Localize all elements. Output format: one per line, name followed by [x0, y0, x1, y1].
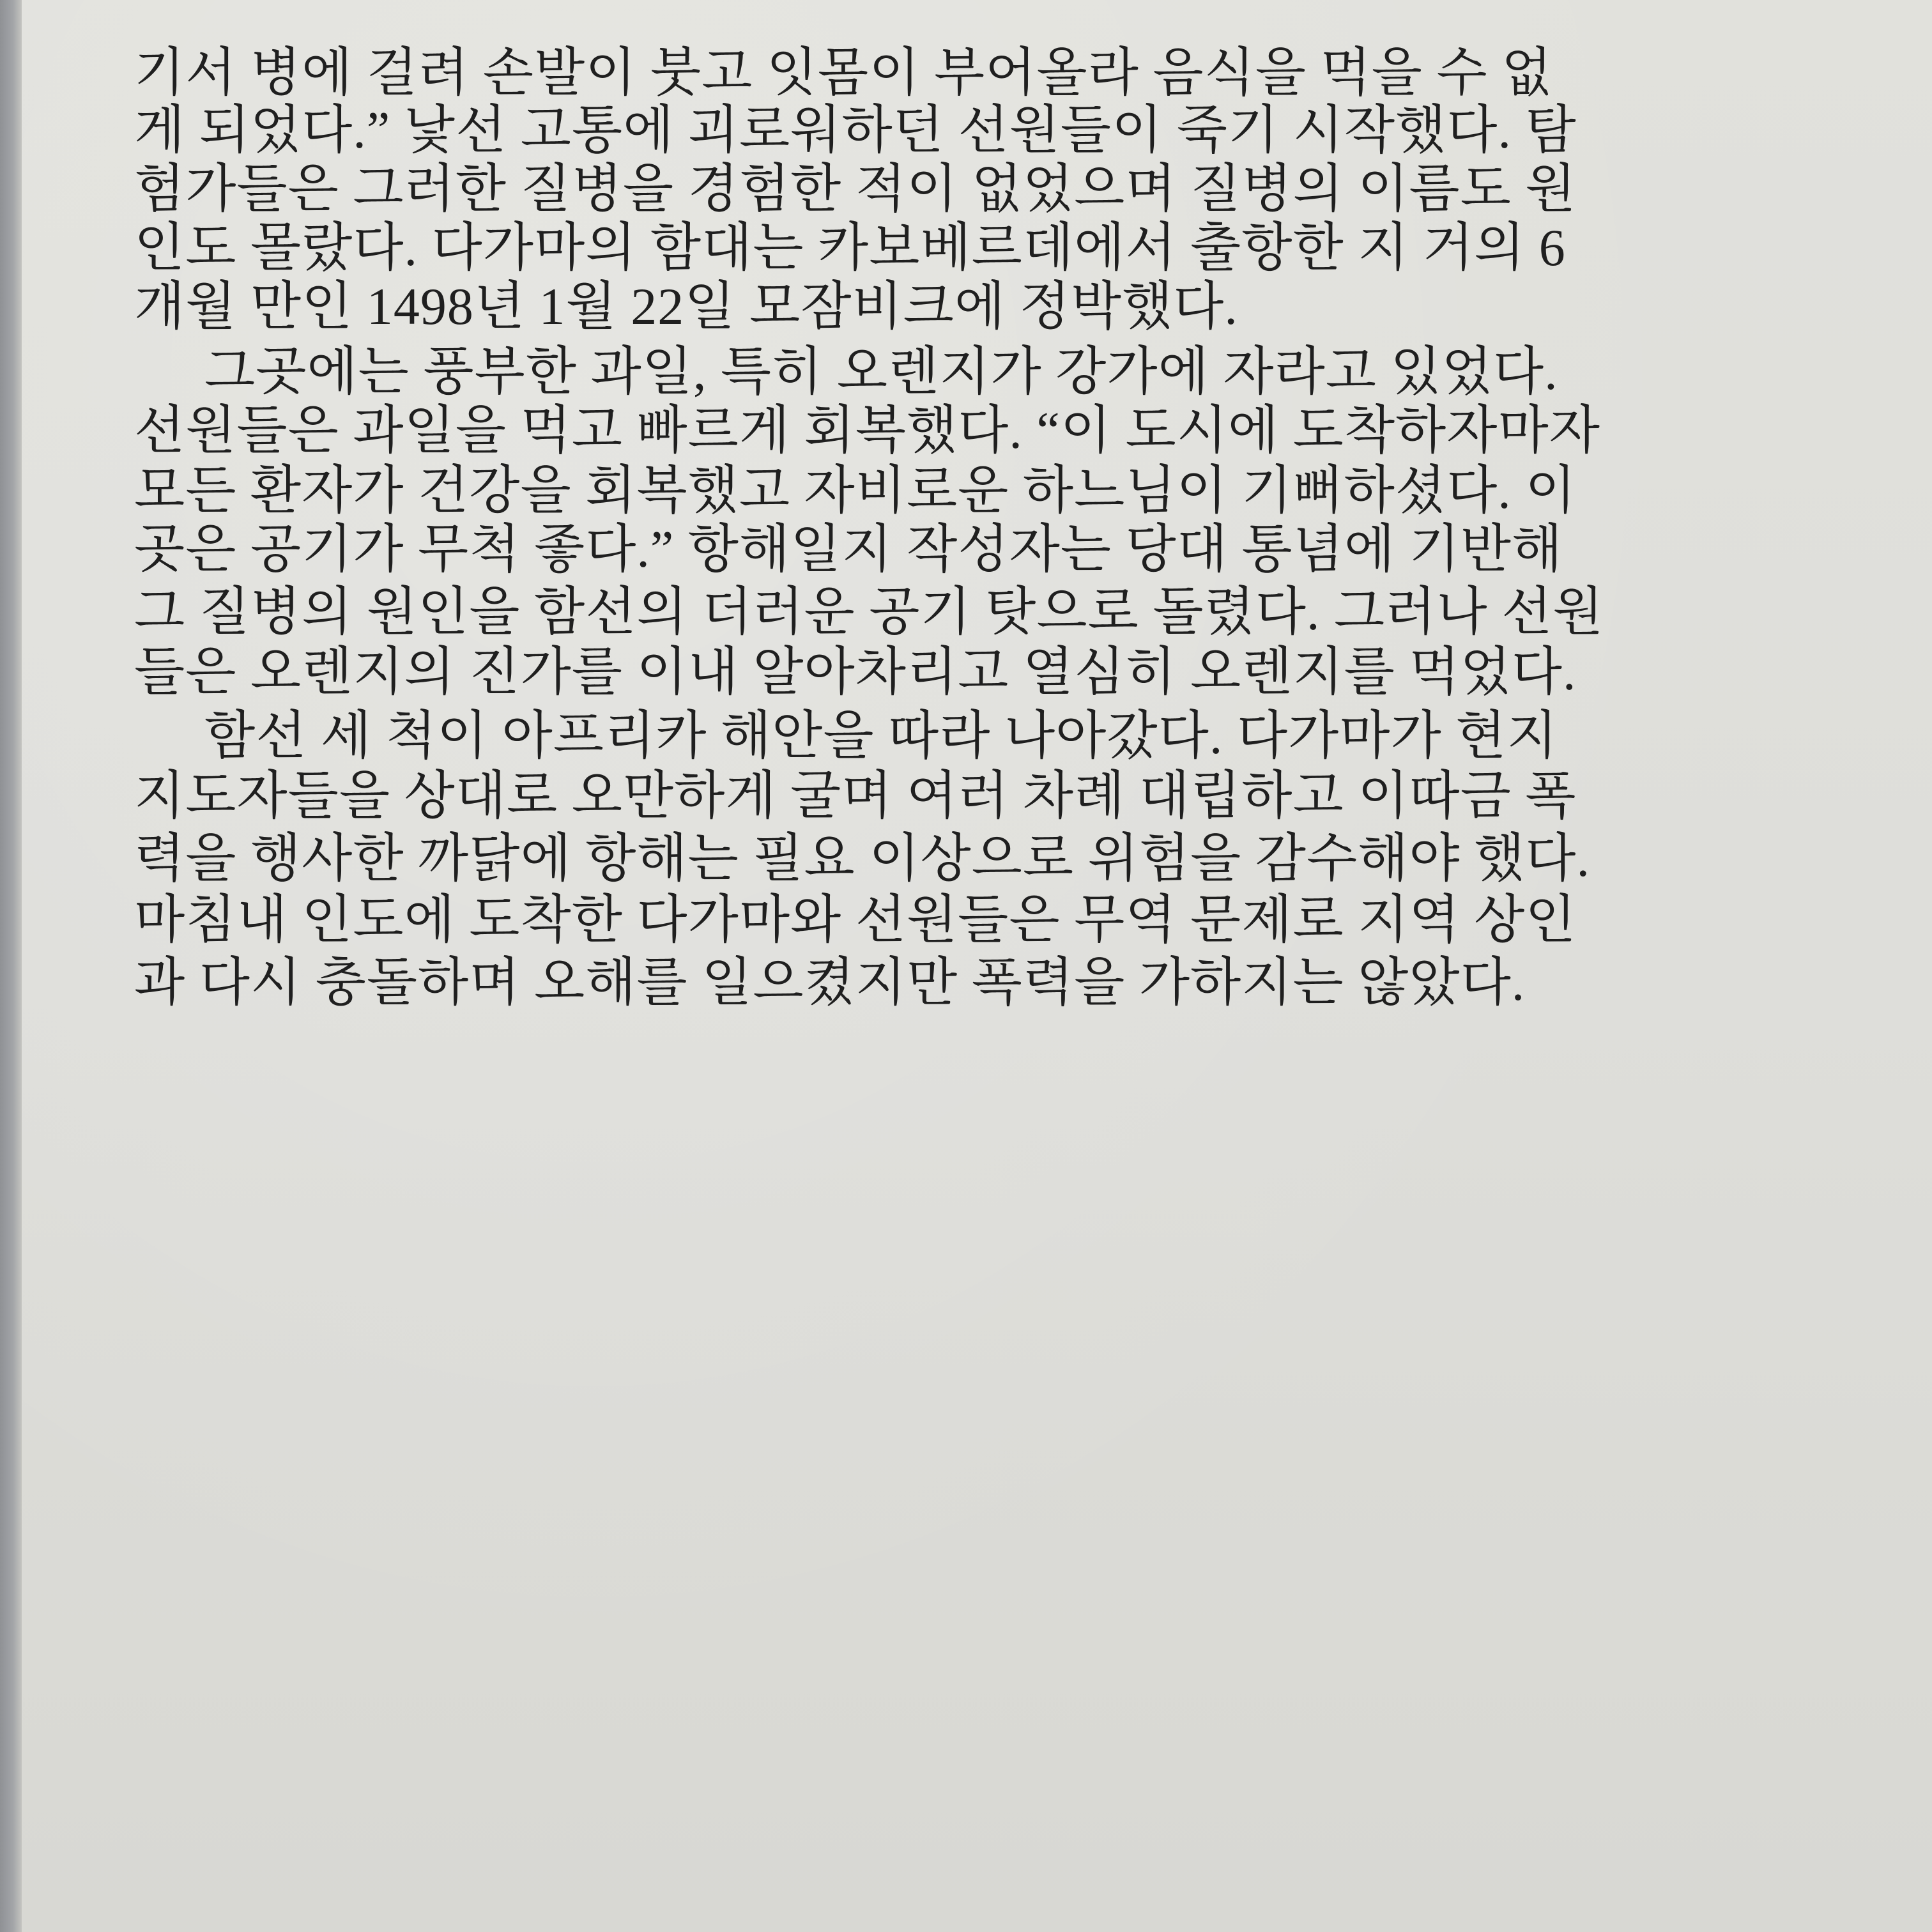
- text-line-1: 기서 병에 걸려 손발이 붓고 잇몸이 부어올라 음식을 먹을 수 없: [134, 43, 1553, 102]
- text-line-15: 마침내 인도에 도착한 다가마와 선원들은 무역 문제로 지역 상인: [134, 891, 1577, 949]
- text-line-4: 인도 몰랐다. 다가마의 함대는 카보베르데에서 출항한 지 거의 6: [134, 218, 1566, 277]
- text-line-3: 험가들은 그러한 질병을 경험한 적이 없었으며 질병의 이름도 원: [134, 160, 1577, 218]
- text-line-14: 력을 행사한 까닭에 항해는 필요 이상으로 위험을 감수해야 했다.: [134, 829, 1591, 887]
- paragraph-2-first-line: 그곳에는 풍부한 과일, 특히 오렌지가 강가에 자라고 있었다.: [204, 342, 1558, 401]
- text-line-7: 선원들은 과일을 먹고 빠르게 회복했다. “이 도시에 도착하자마자: [134, 401, 1600, 459]
- text-line-9: 곳은 공기가 무척 좋다.” 항해일지 작성자는 당대 통념에 기반해: [134, 520, 1563, 578]
- text-line-13: 지도자들을 상대로 오만하게 굴며 여러 차례 대립하고 이따금 폭: [134, 767, 1577, 825]
- book-page: [22, 0, 1932, 1932]
- paragraph-3-first-line: 함선 세 척이 아프리카 해안을 따라 나아갔다. 다가마가 현지: [204, 707, 1558, 765]
- text-line-5: 개월 만인 1498년 1월 22일 모잠비크에 정박했다.: [134, 277, 1238, 335]
- text-line-10: 그 질병의 원인을 함선의 더러운 공기 탓으로 돌렸다. 그러나 선원: [134, 583, 1604, 641]
- book-gutter-shadow: [0, 0, 22, 1932]
- text-line-8: 모든 환자가 건강을 회복했고 자비로운 하느님이 기뻐하셨다. 이: [134, 461, 1577, 519]
- text-line-16: 과 다시 충돌하며 오해를 일으켰지만 폭력을 가하지는 않았다.: [134, 953, 1526, 1011]
- text-line-11: 들은 오렌지의 진가를 이내 알아차리고 열심히 오렌지를 먹었다.: [134, 643, 1577, 701]
- text-line-2: 게 되었다.” 낯선 고통에 괴로워하던 선원들이 죽기 시작했다. 탐: [134, 101, 1577, 159]
